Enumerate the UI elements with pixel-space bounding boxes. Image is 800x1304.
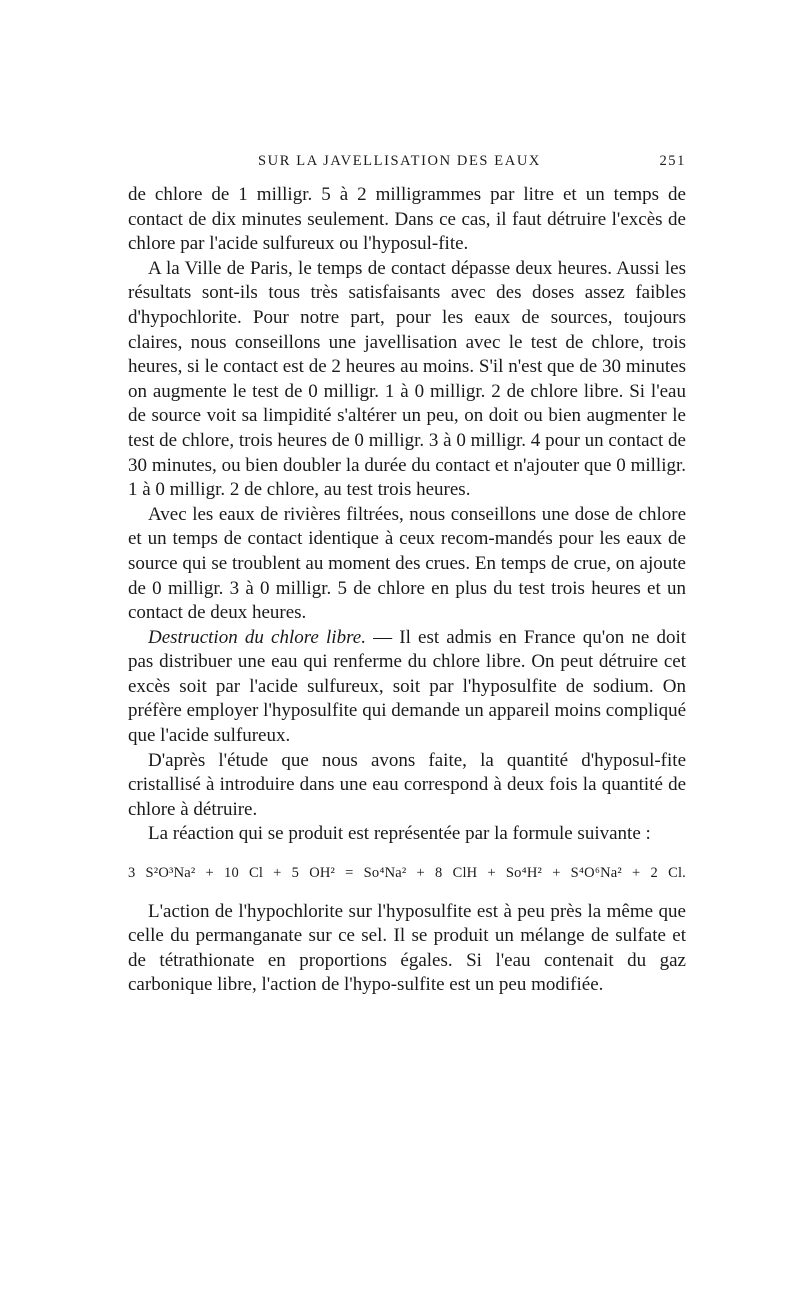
paragraph-destruction-text: — Il est admis en France qu'on ne doit pas distribuer une eau qui renferme du chlore libre. On peut détruire cet excès soit par l'acide sulfureux, soit par l'hyposulfite de sodium. On préfère employer l'hyposulfite qui demande un appareil moins compliqué que l'acide sulfureux. [128, 626, 686, 747]
chemical-formula: 3 S²O³Na² + 10 Cl + 5 OH² = So⁴Na² + 8 ClH + So⁴H² + S⁴O⁶Na² + 2 Cl. [128, 865, 686, 882]
page-number: 251 [659, 153, 686, 169]
paragraph-destruction [128, 626, 686, 749]
running-head [128, 153, 686, 173]
section-heading-destruction: Destruction du chlore libre. [148, 626, 366, 648]
paragraph-reaction: La réaction qui se produit est représentée par la formule suivante : [148, 823, 651, 845]
body-text [128, 183, 686, 998]
paragraph-closing: L'action de l'hypochlorite sur l'hyposulfite est à peu près la même que celle du permanganate sur ce sel. Il se produit un mélange de sulfate et de tétrathionate en proportions égales. Si l'eau contenait du gaz carbonique libre, l'action de l'hypo-sulfite est un peu modifiée. [128, 900, 686, 996]
paragraph-hyposulfite-quantity: D'après l'étude que nous avons faite, la quantité d'hyposul-fite cristallisé à introduire dans une eau correspond à deux fois la quantité de chlore à détruire. [128, 749, 686, 820]
paragraph-rivers: Avec les eaux de rivières filtrées, nous conseillons une dose de chlore et un temps de contact identique à ceux recom-mandés pour les eaux de source qui se troublent au moment des crues. En temps de crue, on ajoute de 0 milligr. 3 à 0 milligr. 5 de chlore en plus du test trois heures et un contact de deux heures. [128, 503, 686, 624]
paragraph-continuation: de chlore de 1 milligr. 5 à 2 milligrammes par litre et un temps de contact de dix minutes seulement. Dans ce cas, il faut détruire l'excès de chlore par l'acide sulfureux ou l'hyposul-fite. [128, 184, 686, 255]
running-title: SUR LA JAVELLISATION DES EAUX [258, 153, 541, 169]
paragraph-paris: A la Ville de Paris, le temps de contact dépasse deux heures. Aussi les résultats sont-ils tous très satisfaisants avec des doses assez faibles d'hypochlorite. Pour notre part, pour les eaux de sources, toujours claires, nous conseillons une javellisation avec le test de chlore, trois heures, si le contact est de 2 heures au moins. S'il n'est que de 30 minutes on augmente le test de 0 milligr. 1 à 0 milligr. 2 de chlore libre. Si l'eau de source voit sa limpidité s'altérer un peu, on doit ou bien augmenter le test de chlore, trois heures de 0 milligr. 3 à 0 milligr. 4 pour un contact de 30 minutes, ou bien doubler la durée du contact et n'ajouter que 0 milligr. 1 à 0 milligr. 2 de chlore, au test trois heures. [128, 257, 686, 501]
